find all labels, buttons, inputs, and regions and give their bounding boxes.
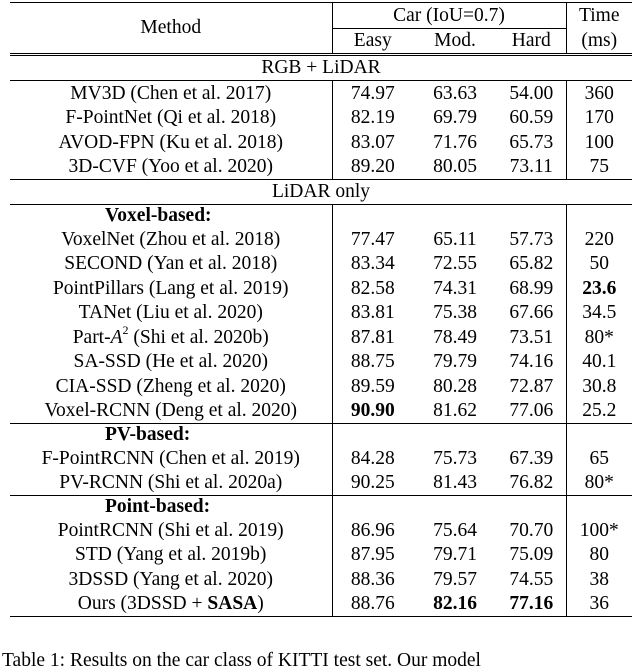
time-cell: 50 xyxy=(589,253,609,274)
time-cell: 80* xyxy=(584,326,614,348)
easy-cell-best: 90.90 xyxy=(332,399,413,424)
method-suffix: ) xyxy=(257,593,264,614)
method-cell: F-PointRCNN (Chen et al. 2019) xyxy=(10,446,332,471)
time-cell: 80 xyxy=(589,544,609,565)
time-cell: 220 xyxy=(584,228,614,250)
easy-cell: 89.59 xyxy=(350,375,395,397)
header-time-unit: (ms) xyxy=(581,30,618,51)
method-cell: SECOND (Yan et al. 2018) xyxy=(10,252,332,277)
time-cell: 75 xyxy=(589,156,609,177)
mod-cell: 75.73 xyxy=(433,447,477,469)
method-cell: 3D-CVF (Yoo et al. 2020) xyxy=(10,155,332,180)
table-caption: Table 1: Results on the car class of KITTI test set. Our model xyxy=(2,650,481,671)
method-prefix: Part- xyxy=(72,326,111,348)
section-row xyxy=(10,55,632,81)
time-cell: 65 xyxy=(589,447,609,469)
method-cell: Voxel-RCNN (Deng et al. 2020) xyxy=(10,399,332,424)
table-row xyxy=(10,374,632,399)
method-cell: SA-SSD (He et al. 2020) xyxy=(10,350,332,375)
table-row xyxy=(10,252,632,277)
easy-cell: 88.76 xyxy=(332,592,413,617)
results-table xyxy=(10,2,632,617)
method-prefix: Ours (3DSSD + xyxy=(77,593,208,614)
method-highlight: SASA xyxy=(207,593,258,614)
method-cell xyxy=(10,592,332,617)
table-row xyxy=(10,106,632,131)
method-cell: PV-RCNN (Shi et al. 2020a) xyxy=(10,471,332,496)
easy-cell: 87.81 xyxy=(350,326,395,348)
method-cell: MV3D (Chen et al. 2017) xyxy=(10,81,332,106)
header-method: Method xyxy=(10,3,332,55)
method-cell: PointPillars (Lang et al. 2019) xyxy=(10,276,332,301)
method-cell: 3DSSD (Yang et al. 2020) xyxy=(10,567,332,592)
hard-cell: 54.00 xyxy=(497,81,566,106)
hard-cell: 65.73 xyxy=(497,130,566,155)
table-row xyxy=(10,301,632,326)
easy-cell: 88.36 xyxy=(350,568,395,590)
mod-cell: 80.28 xyxy=(433,375,477,397)
method-cell xyxy=(10,322,332,350)
hard-cell-best: 77.16 xyxy=(497,592,566,617)
mod-cell-best: 82.16 xyxy=(413,592,497,617)
hard-cell: 68.99 xyxy=(497,276,566,301)
hard-cell: 67.66 xyxy=(497,301,566,326)
header-row-1 xyxy=(10,3,632,29)
mod-cell: 79.57 xyxy=(433,568,477,590)
easy-cell: 88.75 xyxy=(350,351,395,372)
table-row xyxy=(10,81,632,106)
section-row xyxy=(10,180,632,205)
table-row xyxy=(10,227,632,252)
method-math-sup: 2 xyxy=(122,322,129,337)
time-cell: 38 xyxy=(589,568,609,590)
time-cell: 360 xyxy=(584,82,614,104)
easy-cell: 86.96 xyxy=(350,519,395,541)
easy-cell: 77.47 xyxy=(350,228,395,250)
method-cell: STD (Yang et al. 2019b) xyxy=(10,543,332,568)
table-row xyxy=(10,155,632,180)
table-row xyxy=(10,518,632,543)
easy-cell: 90.25 xyxy=(332,471,413,496)
easy-cell: 87.95 xyxy=(350,544,395,565)
mod-cell: 69.79 xyxy=(433,107,477,128)
mod-cell: 65.11 xyxy=(433,228,477,250)
group-label-pv: PV-based: xyxy=(10,424,332,447)
hard-cell: 74.16 xyxy=(497,350,566,375)
group-label-voxel: Voxel-based: xyxy=(10,205,332,228)
method-cell: CIA-SSD (Zheng et al. 2020) xyxy=(10,374,332,399)
hard-cell: 67.39 xyxy=(497,446,566,471)
hard-cell: 74.55 xyxy=(497,567,566,592)
hard-cell: 72.87 xyxy=(497,374,566,399)
mod-cell: 75.64 xyxy=(433,519,477,541)
table-row xyxy=(10,471,632,496)
method-cell: PointRCNN (Shi et al. 2019) xyxy=(10,518,332,543)
easy-cell: 83.34 xyxy=(350,253,395,274)
table-row xyxy=(10,350,632,375)
time-cell: 100* xyxy=(579,519,619,541)
mod-cell: 79.79 xyxy=(433,351,477,372)
table-row xyxy=(10,325,632,350)
mod-cell: 63.63 xyxy=(433,82,477,104)
time-cell-best: 23.6 xyxy=(582,277,617,299)
method-cell: F-PointNet (Qi et al. 2018) xyxy=(10,106,332,131)
easy-cell: 82.58 xyxy=(350,277,395,299)
easy-cell: 74.97 xyxy=(350,82,395,104)
hard-cell: 76.82 xyxy=(497,471,566,496)
table-row xyxy=(10,567,632,592)
group-row xyxy=(10,496,632,519)
group-label-point: Point-based: xyxy=(10,496,332,519)
hard-cell: 65.82 xyxy=(497,252,566,277)
section-lidar-only: LiDAR only xyxy=(10,180,632,205)
time-cell: 30.8 xyxy=(582,375,617,397)
method-cell: TANet (Liu et al. 2020) xyxy=(10,301,332,326)
time-cell: 80* xyxy=(566,471,632,496)
mod-cell: 78.49 xyxy=(433,326,477,348)
table-row xyxy=(10,446,632,471)
header-time: Time xyxy=(566,3,632,29)
hard-cell: 70.70 xyxy=(497,518,566,543)
method-cell: VoxelNet (Zhou et al. 2018) xyxy=(10,227,332,252)
easy-cell: 82.19 xyxy=(350,107,395,128)
hard-cell: 75.09 xyxy=(497,543,566,568)
hard-cell: 73.51 xyxy=(497,325,566,350)
time-cell: 36 xyxy=(566,592,632,617)
header-hard: Hard xyxy=(497,29,566,55)
group-row xyxy=(10,424,632,447)
mod-cell: 80.05 xyxy=(433,156,477,177)
mod-cell: 74.31 xyxy=(433,277,477,299)
mod-cell: 72.55 xyxy=(433,253,477,274)
section-rgb-lidar: RGB + LiDAR xyxy=(10,55,632,81)
table-row xyxy=(10,130,632,155)
time-cell: 100 xyxy=(584,131,614,153)
time-cell: 34.5 xyxy=(582,302,617,323)
header-mod: Mod. xyxy=(434,30,476,52)
easy-cell: 83.81 xyxy=(350,302,395,323)
group-row xyxy=(10,205,632,228)
table-row xyxy=(10,276,632,301)
easy-cell: 89.20 xyxy=(350,156,395,177)
method-cell: AVOD-FPN (Ku et al. 2018) xyxy=(10,130,332,155)
table-row xyxy=(10,543,632,568)
easy-cell: 83.07 xyxy=(350,131,395,153)
time-cell: 170 xyxy=(584,107,614,128)
header-easy: Easy xyxy=(353,30,392,52)
mod-cell: 81.43 xyxy=(413,471,497,496)
method-suffix: (Shi et al. 2020b) xyxy=(128,326,269,348)
table-row-ours xyxy=(10,592,632,617)
mod-cell: 71.76 xyxy=(433,131,477,153)
mod-cell: 75.38 xyxy=(433,302,477,323)
mod-cell: 79.71 xyxy=(433,544,477,565)
time-cell: 25.2 xyxy=(566,399,632,424)
hard-cell: 73.11 xyxy=(497,155,566,180)
mod-cell: 81.62 xyxy=(413,399,497,424)
hard-cell: 77.06 xyxy=(497,399,566,424)
table-row xyxy=(10,399,632,424)
time-cell: 40.1 xyxy=(582,351,617,372)
hard-cell: 57.73 xyxy=(497,227,566,252)
easy-cell: 84.28 xyxy=(350,447,395,469)
hard-cell: 60.59 xyxy=(497,106,566,131)
header-car-group: Car (IoU=0.7) xyxy=(332,3,566,29)
method-math-var: A xyxy=(110,326,123,348)
